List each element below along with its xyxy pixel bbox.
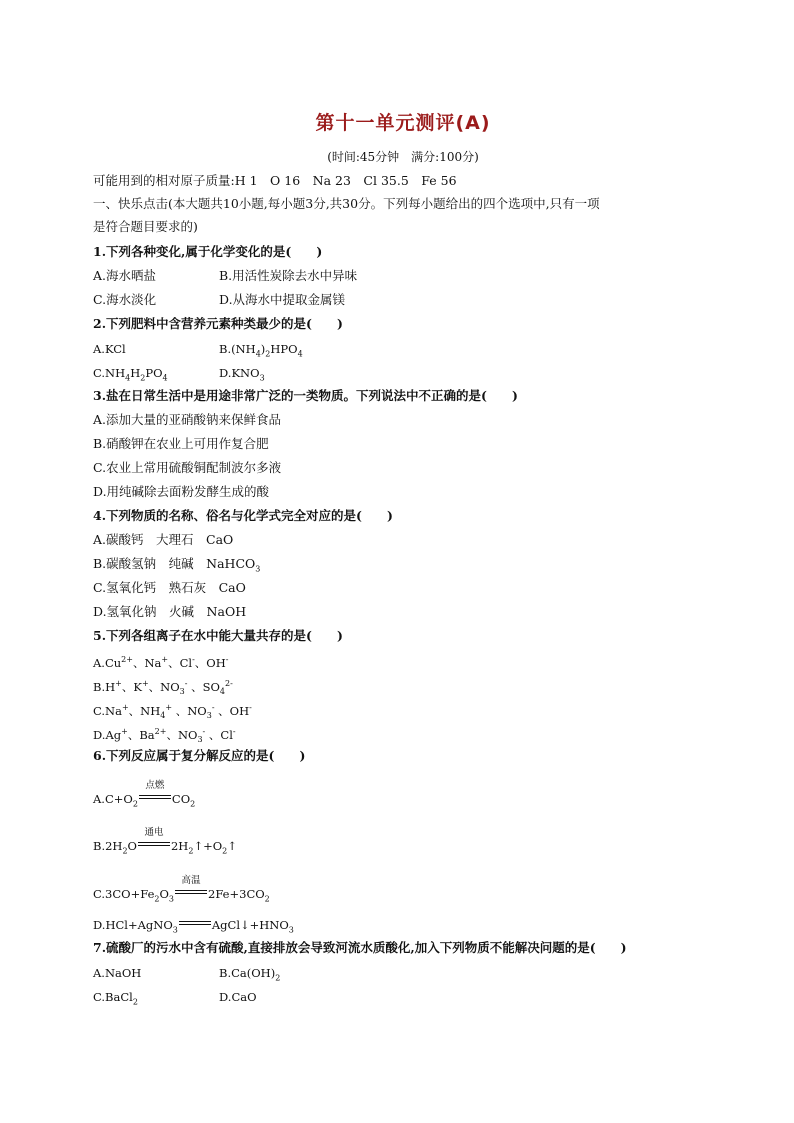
section-heading-line2: 是符合题目要求的): [93, 219, 198, 234]
section-heading-line1: 一、快乐点击(本大题共10小题,每小题3分,共30分。下列每小题给出的四个选项中,只有一项: [93, 196, 600, 211]
option-4b: B.碳酸氢钠 纯碱 NaHCO$_3$: [93, 556, 261, 574]
question-2-options-row2: [93, 364, 265, 387]
question-7-stem: 7.硫酸厂的污水中含有硫酸,直接排放会导致河流水质酸化,加入下列物质不能解决问题的是( ): [93, 940, 627, 955]
question-2-stem: 2.下列肥料中含营养元素种类最少的是( ): [93, 316, 343, 331]
option-2c: $C.NH_4H_2PO_4$: [93, 366, 168, 383]
option-5b: B.H+、K+、$NO_3^-$ 、$SO_4^{2-}$: [93, 679, 233, 697]
option-2d: $D.KNO_3$: [219, 366, 265, 383]
option-6c: $C.3CO+Fe_2O_3$ 高温 $2Fe+3CO_2$: [93, 875, 270, 904]
option-1b: B.用活性炭除去水中异味: [219, 268, 358, 283]
reaction-arrow: 点燃: [138, 789, 172, 803]
question-5-stem: 5.下列各组离子在水中能大量共存的是( ): [93, 628, 343, 643]
question-2-options-row1: [93, 340, 303, 363]
option-5a: $A.Cu^{2+}$、Na+、Cl-、OH-: [93, 655, 229, 670]
question-1-options-row2: [93, 291, 345, 309]
question-1-stem: 1.下列各种变化,属于化学变化的是( ): [93, 244, 323, 259]
option-7c: C.BaCl$_2$: [93, 990, 138, 1007]
option-5c: C.Na+、$NH_4^+$ 、$NO_3^-$ 、OH-: [93, 703, 252, 721]
option-5d: D.Ag+、$Ba^{2+}$、$NO_3^-$ 、Cl-: [93, 727, 236, 745]
reaction-arrow: 高温: [174, 884, 208, 898]
option-2b: $B.(NH_4)_2HPO_4$: [219, 342, 303, 359]
question-3-stem: 3.盐在日常生活中是用途非常广泛的一类物质。下列说法中不正确的是( ): [93, 388, 518, 403]
option-6a: $A.C+O_2$ 点燃 $CO_2$: [93, 780, 196, 809]
reaction-arrow: 通电: [137, 836, 171, 850]
question-1-options-row1: [93, 267, 357, 285]
option-1c: C.海水淡化: [93, 292, 157, 307]
option-2a: A.KCl: [93, 342, 126, 356]
option-7d: D.CaO: [219, 990, 257, 1004]
option-4d: D.氢氧化钠 火碱 NaOH: [93, 604, 247, 619]
option-4a: A.碳酸钙 大理石 CaO: [93, 532, 234, 547]
exam-subtitle: (时间:45分钟 满分:100分): [327, 150, 479, 164]
option-6b: $B.2H_2O$ 通电 $2H_2↑+O_2↑$: [93, 827, 237, 856]
option-7b: $B.Ca(OH)_2$: [219, 966, 281, 983]
option-3b: B.硝酸钾在农业上可用作复合肥: [93, 436, 269, 451]
atomic-masses: 可能用到的相对原子质量:H 1 O 16 Na 23 Cl 35.5 Fe 56: [93, 173, 457, 188]
option-1d: D.从海水中提取金属镁: [219, 292, 346, 307]
option-7a: A.NaOH: [93, 966, 142, 980]
question-4-stem: 4.下列物质的名称、俗名与化学式完全对应的是( ): [93, 508, 393, 523]
question-7-options-row2: [93, 988, 257, 1011]
question-7-options-row1: [93, 964, 280, 987]
option-6d: D.HCl+AgNO$_3$ $AgCl↓+HNO_3$: [93, 915, 294, 939]
option-3d: D.用纯碱除去面粉发酵生成的酸: [93, 484, 270, 499]
option-4c: C.氢氧化钙 熟石灰 CaO: [93, 580, 246, 595]
page-title: 第十一单元测评(A): [315, 112, 491, 134]
option-3a: A.添加大量的亚硝酸钠来保鲜食品: [93, 412, 282, 427]
reaction-equals: [178, 915, 212, 929]
question-6-stem: 6.下列反应属于复分解反应的是( ): [93, 748, 306, 763]
option-1a: A.海水晒盐: [93, 268, 157, 283]
option-3c: C.农业上常用硫酸铜配制波尔多液: [93, 460, 282, 475]
